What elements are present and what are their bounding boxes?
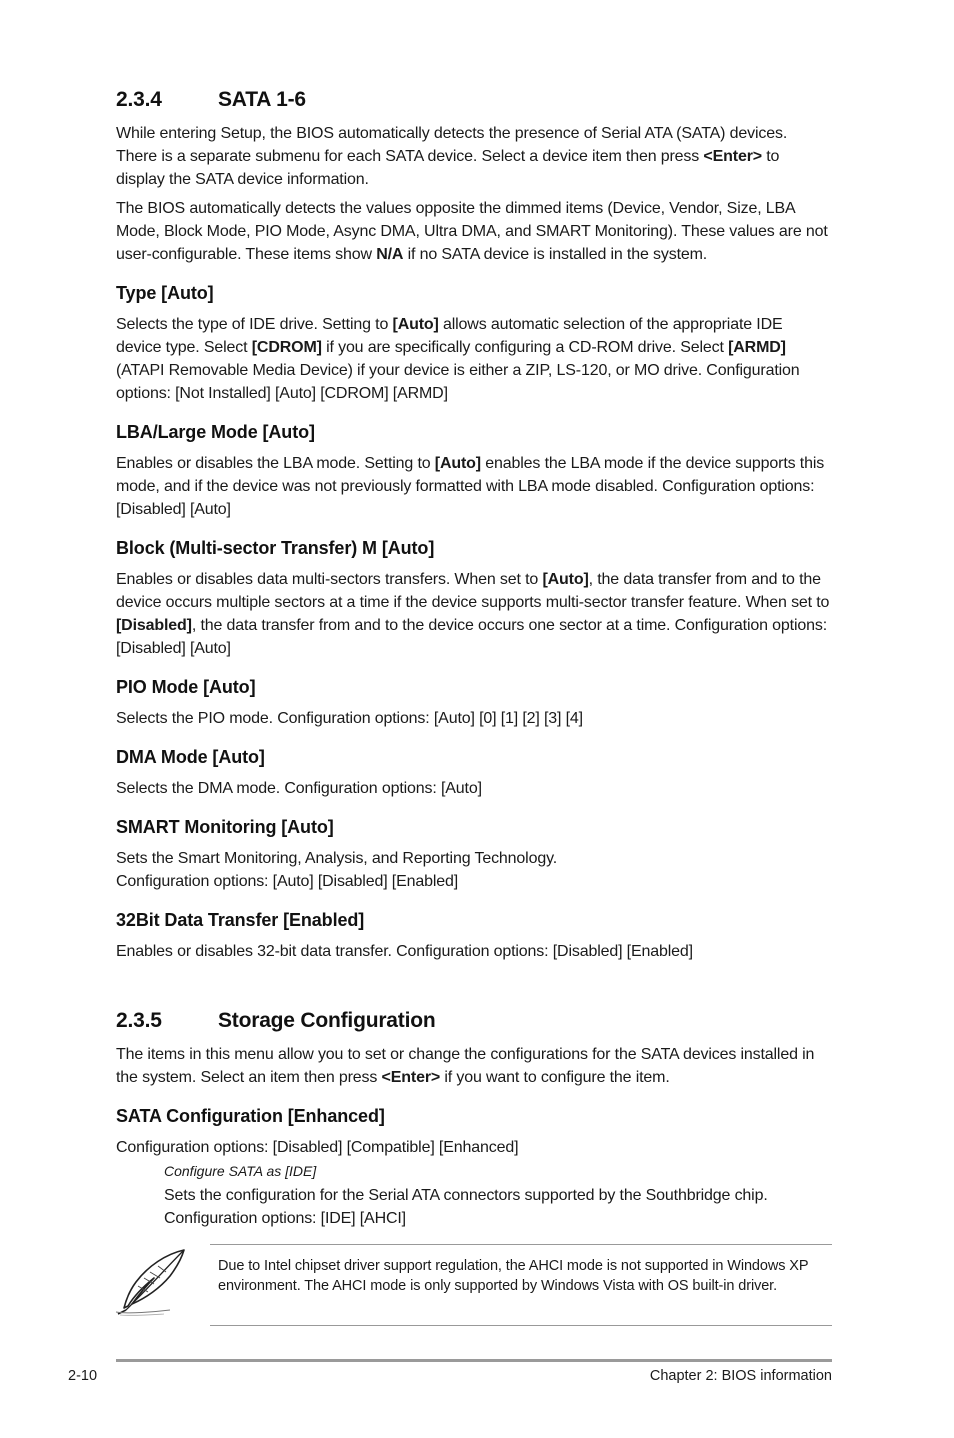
item-heading-32bit: 32Bit Data Transfer [Enabled] <box>116 910 365 930</box>
sub-item <box>164 1161 832 1230</box>
paragraph-line: Configuration options: [Auto] [Disabled] [Enabled] <box>116 873 459 890</box>
paragraph: Selects the PIO mode. Configuration options: [Auto] [0] [1] [2] [3] [4] <box>116 710 583 727</box>
paragraph: Selects the type of IDE drive. Setting to [Auto] allows automatic selection of the appropriate IDE device type. Select [CDROM] if you are specifically configuring a CD-ROM drive. Select [ARMD] (ATAPI Removable Media Device) if your device is either a ZIP, LS-120, or MO drive. Configuration options: [Not Installed] [Auto] [CDROM] [ARMD] <box>116 316 800 402</box>
page-number: 2-10 <box>68 1368 98 1384</box>
feather-pen-icon <box>114 1248 186 1316</box>
note-bottom-rule <box>210 1325 832 1326</box>
item-heading-sata-config: SATA Configuration [Enhanced] <box>116 1106 385 1126</box>
footer-rule <box>116 1359 832 1362</box>
section-heading-storage <box>116 1009 832 1033</box>
item-heading-block: Block (Multi-sector Transfer) M [Auto] <box>116 538 435 558</box>
section-title: Storage Configuration <box>218 1009 436 1032</box>
section-title: SATA 1-6 <box>218 88 306 111</box>
paragraph: Selects the DMA mode. Configuration options: [Auto] <box>116 780 482 797</box>
paragraph: Enables or disables data multi-sectors transfers. When set to [Auto], the data transfer from and to the device occurs multiple sectors at a time if the device supports multi-sector transfer feature. When set to [Disabled], the data transfer from and to the device occurs one sector at a time. Configuration options: [Disabled] [Auto] <box>116 571 830 657</box>
sub-item-heading: Configure SATA as [IDE] <box>164 1163 317 1179</box>
note-box <box>110 1244 832 1326</box>
chapter-label: Chapter 2: BIOS information <box>649 1368 832 1384</box>
section-number: 2.3.5 <box>116 1009 162 1032</box>
paragraph: While entering Setup, the BIOS automatically detects the presence of Serial ATA (SATA) devices. There is a separate submenu for each SATA device. Select a device item then press <Enter> to display the SATA device information. <box>116 125 788 188</box>
item-heading-pio: PIO Mode [Auto] <box>116 677 256 697</box>
paragraph: Configuration options: [Disabled] [Compatible] [Enhanced] <box>116 1139 519 1156</box>
paragraph: The BIOS automatically detects the values opposite the dimmed items (Device, Vendor, Size, LBA Mode, Block Mode, PIO Mode, Async DMA, Ultra DMA, and SMART Monitoring). These values are not user-configurable. These items show N/A if no SATA device is installed in the system. <box>116 200 828 263</box>
paragraph-line: Sets the Smart Monitoring, Analysis, and Reporting Technology. <box>116 850 558 867</box>
item-heading-lba: LBA/Large Mode [Auto] <box>116 422 315 442</box>
paragraph: The items in this menu allow you to set or change the configurations for the SATA devices installed in the system. Select an item then press <Enter> if you want to configure the item. <box>116 1046 815 1086</box>
paragraph: Enables or disables the LBA mode. Setting to [Auto] enables the LBA mode if the device supports this mode, and if the device was not previously formatted with LBA mode disabled. Configuration options: [Disabled] [Auto] <box>116 455 825 518</box>
item-heading-dma: DMA Mode [Auto] <box>116 747 265 767</box>
paragraph-line: Configuration options: [IDE] [AHCI] <box>164 1210 406 1227</box>
section-heading-sata <box>116 88 832 112</box>
item-heading-type: Type [Auto] <box>116 283 214 303</box>
item-heading-smart: SMART Monitoring [Auto] <box>116 817 334 837</box>
note-text: Due to Intel chipset driver support regulation, the AHCI mode is not supported in Windows XP environment. The AHCI mode is only supported by Windows Vista with OS built-in driver. <box>218 1258 809 1294</box>
paragraph: Enables or disables 32-bit data transfer. Configuration options: [Disabled] [Enabled] <box>116 943 693 960</box>
section-number: 2.3.4 <box>116 88 162 111</box>
note-top-rule <box>210 1244 832 1245</box>
page-content <box>116 88 832 1236</box>
paragraph-line: Sets the configuration for the Serial ATA connectors supported by the Southbridge chip. <box>164 1187 768 1204</box>
